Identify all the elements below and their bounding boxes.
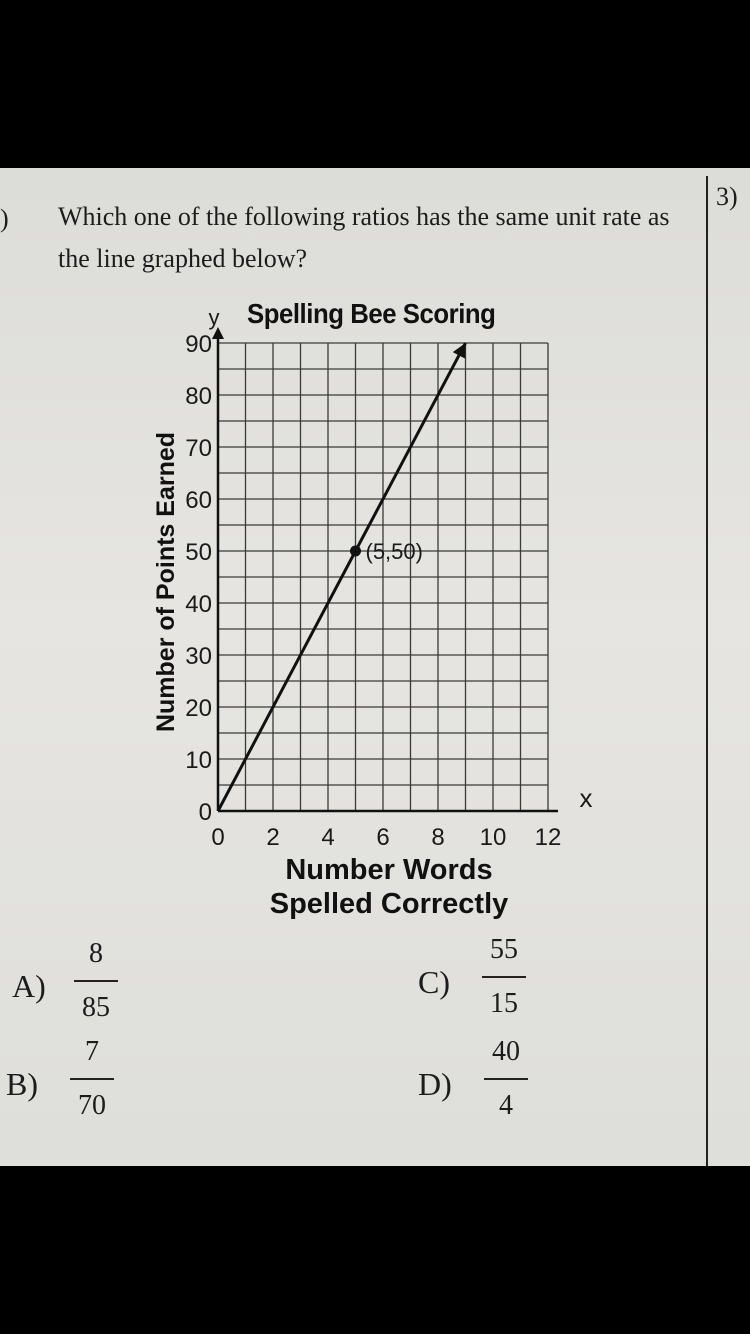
chart-grid <box>218 343 548 811</box>
y-tick-label: 10 <box>185 747 212 774</box>
choice-b-denominator: 70 <box>78 1090 106 1121</box>
x-tick-label: 4 <box>321 824 335 851</box>
y-tick-label: 80 <box>185 383 212 410</box>
choice-a-letter: A) <box>12 968 46 1004</box>
chart-title: Spelling Bee Scoring <box>247 298 496 329</box>
choice-a-numerator: 8 <box>89 938 103 969</box>
previous-question-number: ) <box>0 204 9 233</box>
x-axis-title <box>270 854 509 920</box>
y-tick-label: 90 <box>185 331 212 358</box>
chart-axes <box>212 327 558 811</box>
choice-c-letter: C) <box>418 964 450 1000</box>
next-question-number: 3) <box>716 182 738 211</box>
choice-d-fraction[interactable] <box>476 1032 536 1126</box>
x-tick-label: 0 <box>211 824 225 851</box>
data-point <box>350 546 361 557</box>
choice-a-denominator: 85 <box>82 992 110 1023</box>
choice-c-fraction[interactable] <box>474 930 534 1024</box>
x-tick-label: 10 <box>479 824 507 851</box>
worksheet-page <box>0 168 750 1166</box>
y-tick-label: 30 <box>185 643 212 670</box>
y-tick-label: 40 <box>185 591 212 618</box>
fraction-bar <box>74 980 118 982</box>
choice-b-numerator: 7 <box>85 1036 99 1067</box>
point-label: (5,50) <box>365 539 423 564</box>
x-axis-title-line-1: Number Words <box>285 854 493 886</box>
y-axis-letter: y <box>208 305 220 330</box>
choice-a-fraction[interactable] <box>66 934 126 1028</box>
fraction-bar <box>70 1078 114 1080</box>
question-text: Which one of the following ratios has the same unit rate as the line graphed below? <box>58 202 670 273</box>
y-axis-title: Number of Points Earned <box>152 431 180 733</box>
choice-d-denominator: 4 <box>499 1090 513 1121</box>
fraction-bar <box>484 1078 528 1080</box>
choice-d-numerator: 40 <box>492 1036 520 1067</box>
y-tick-label: 60 <box>185 487 212 514</box>
choice-b-fraction[interactable] <box>62 1032 122 1126</box>
chart-ticks <box>185 331 561 851</box>
y-tick-label: 70 <box>185 435 212 462</box>
x-tick-label: 6 <box>376 824 390 851</box>
choice-c-numerator: 55 <box>490 934 518 965</box>
y-tick-label: 0 <box>198 799 212 826</box>
x-tick-label: 12 <box>534 824 562 851</box>
choice-d-letter: D) <box>418 1066 452 1102</box>
x-axis-title-line-2: Spelled Correctly <box>269 888 509 920</box>
choice-c-denominator: 15 <box>490 988 518 1019</box>
y-tick-label: 50 <box>185 539 212 566</box>
x-axis-letter: x <box>579 783 593 813</box>
x-tick-label: 8 <box>431 824 445 851</box>
fraction-bar <box>482 976 526 978</box>
choice-b-letter: B) <box>6 1066 38 1102</box>
x-tick-label: 2 <box>266 824 280 851</box>
y-tick-label: 20 <box>185 695 212 722</box>
